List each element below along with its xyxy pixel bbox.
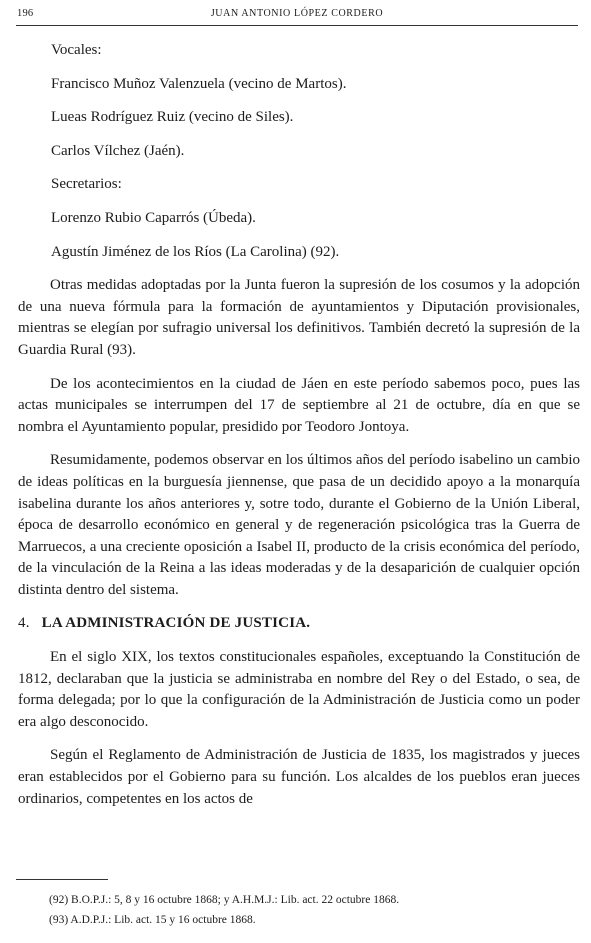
paragraph: Según el Reglamento de Administración de Justicia de 1835, los magistrados y jueces eran establecidos por el Gobierno para su función. Los alcaldes de los pueblos eran jueces ordinarios, competentes en los actos de xyxy=(18,747,580,807)
list-item: Agustín Jiménez de los Ríos (La Carolina) (92). xyxy=(51,243,340,260)
list-item: Carlos Vílchez (Jaén). xyxy=(51,142,185,159)
list-item: Lueas Rodríguez Ruiz (vecino de Siles). xyxy=(51,109,294,126)
running-head: JUAN ANTONIO LÓPEZ CORDERO xyxy=(210,8,384,19)
body-text xyxy=(18,40,580,822)
list-item: Secretarios: xyxy=(51,176,122,193)
header-rule xyxy=(16,25,578,26)
footnote: (93) A.D.P.J.: Lib. act. 15 y 16 octubre 1868. xyxy=(49,914,256,926)
paragraph: Resumidamente, podemos observar en los últimos años del período isabelino un cambio de ideas políticas en la burguesía jiennense, que pasa de un decidido apoyo a la monarquía isabelina durante los años anteriores y, sotre todo, durante el Gobierno de la Unión Liberal, época de desarrollo económico en general y de regeneración psicológica tras la Guerra de Marruecos, a una creciente oposición a Isabel II, producto de la crisis económica del período, de la vinculación de la Reina a las ideas moderadas y de la desaparición de cualquier opción distinta dentro del sistema. xyxy=(18,452,580,598)
list-item: Lorenzo Rubio Caparrós (Úbeda). xyxy=(51,209,256,226)
paragraph: Otras medidas adoptadas por la Junta fueron la supresión de los cosumos y la adopción de una nueva fórmula para la formación de ayuntamientos y Diputación provisionales, mientras se elegían por sufragio universal los definitivos. También decretó la supresión de la Guardia Rural (93). xyxy=(18,277,580,358)
section-title: LA ADMINISTRACIÓN DE JUSTICIA. xyxy=(41,615,311,632)
list-item: Francisco Muñoz Valenzuela (vecino de Martos). xyxy=(51,75,347,92)
list-item: Vocales: xyxy=(51,42,102,58)
paragraph: En el siglo XIX, los textos constitucionales españoles, exceptuando la Constitución de 1812, declaraban que la justicia se administraba en nombre del Rey o del Estado, o sea, de forma delegada; por lo que la configuración de la Administración de Justicia como un poder era algo desconocido. xyxy=(18,649,580,730)
section-heading xyxy=(18,613,580,635)
page-header xyxy=(17,8,577,22)
section-number: 4. xyxy=(18,615,30,632)
paragraph: De los acontecimientos en la ciudad de Jáen en este período sabemos poco, pues las actas municipales se interrumpen del 17 de septiembre al 21 de octubre, día en que se nombra el Ayuntamiento popular, presidido por Teodoro Jontoya. xyxy=(18,375,580,435)
footnotes xyxy=(49,890,569,930)
page-number: 196 xyxy=(17,8,34,19)
footnote-rule xyxy=(16,879,108,880)
footnote: (92) B.O.P.J.: 5, 8 y 16 octubre 1868; y A.H.M.J.: Lib. act. 22 octubre 1868. xyxy=(49,894,400,906)
